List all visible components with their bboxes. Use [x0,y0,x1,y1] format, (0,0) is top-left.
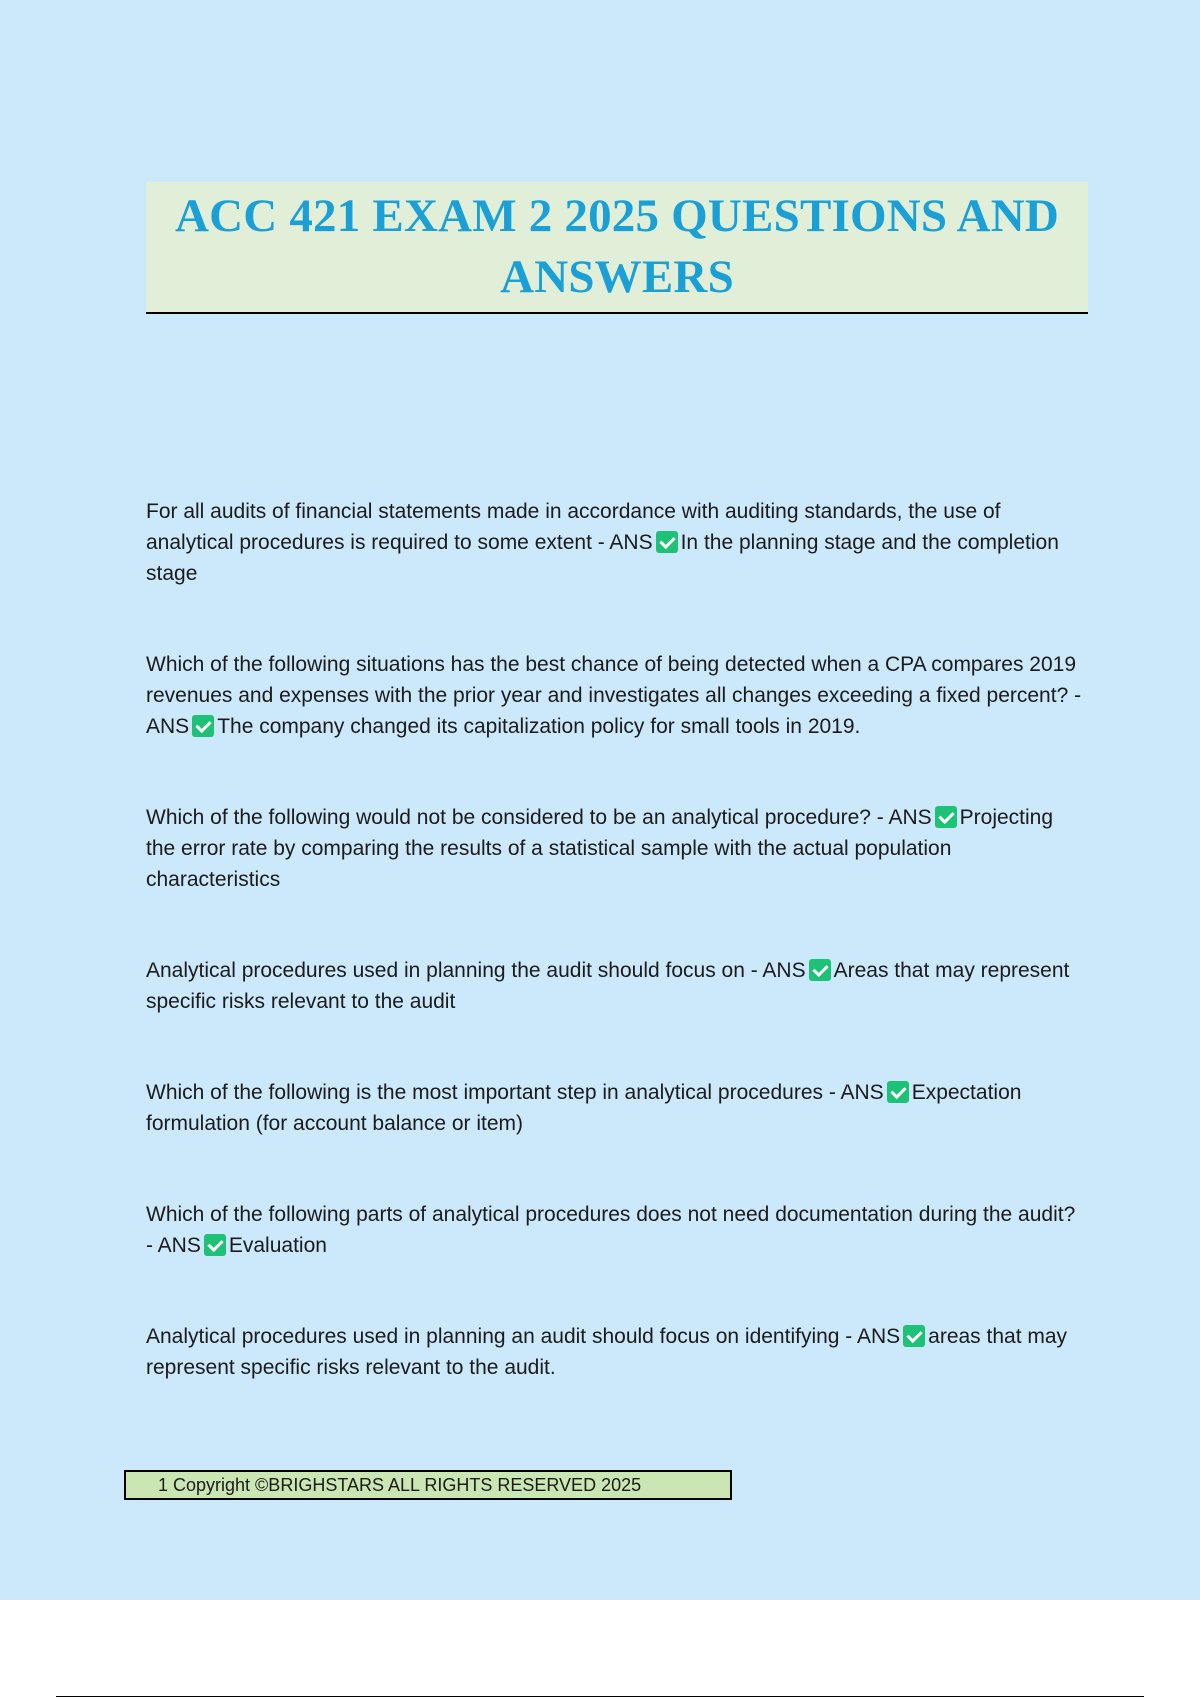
answer-text: Evaluation [228,1234,327,1257]
page-divider [56,1696,1144,1697]
answer-text: In the planning stage and the completion stage [146,531,1059,585]
check-mark-icon [204,1234,226,1256]
check-mark-icon [192,715,214,737]
question-text: Analytical procedures used in planning an audit should focus on identifying - ANS [146,1325,901,1348]
qa-item [146,649,1086,742]
answer-text: Projecting the error rate by comparing the results of a statistical sample with the actual population characteristics [146,806,1054,891]
question-text: For all audits of financial statements made in accordance with auditing standards, the use of analytical procedures is required to some extent - ANS [146,500,1001,554]
title-banner [146,182,1088,314]
copyright-footer: 1 Copyright ©BRIGHSTARS ALL RIGHTS RESERVED 2025 [124,1470,732,1500]
check-mark-icon [809,959,831,981]
qa-item [146,1077,1086,1139]
page-title: ACC 421 EXAM 2 2025 QUESTIONS AND ANSWERS [174,190,1060,303]
qa-item [146,1199,1086,1261]
answer-text: areas that may represent specific risks relevant to the audit. [146,1325,1068,1379]
qa-list [146,496,1086,1383]
check-mark-icon [903,1325,925,1347]
answer-text: The company changed its capitalization policy for small tools in 2019. [217,715,861,738]
question-text: Which of the following would not be considered to be an analytical procedure? - ANS [146,806,932,829]
qa-item [146,802,1086,895]
check-mark-icon [935,806,957,828]
qa-item [146,955,1086,1017]
question-text: Analytical procedures used in planning the audit should focus on - ANS [146,959,806,982]
answer-text: Expectation formulation (for account balance or item) [146,1081,1022,1135]
qa-item [146,1321,1086,1383]
qa-item [146,496,1086,589]
check-mark-icon [887,1081,909,1103]
question-text: Which of the following is the most important step in analytical procedures - ANS [146,1081,884,1104]
check-mark-icon [656,531,678,553]
question-text: Which of the following parts of analytical procedures does not need documentation during the audit? - ANS [146,1203,1076,1257]
question-text: Which of the following situations has the best chance of being detected when a CPA compares 2019 revenues and expenses with the prior year and investigates all changes exceeding a fixed percent? - ANS [146,653,1082,738]
answer-text: Areas that may represent specific risks relevant to the audit [146,959,1070,1013]
